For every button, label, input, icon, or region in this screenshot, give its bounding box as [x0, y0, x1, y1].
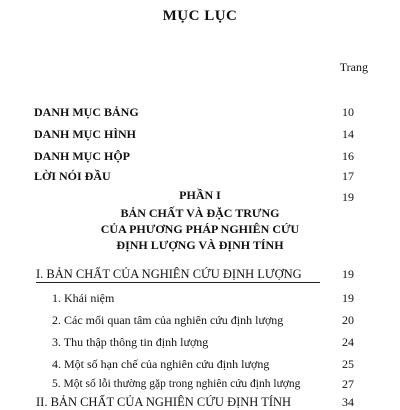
toc-item-1[interactable] [52, 290, 362, 306]
toc-section-label: II. BẢN CHẤT CỦA NGHIÊN CỨU ĐỊNH TÍNH [36, 395, 292, 409]
part-title-line-1: BẢN CHẤT VÀ ĐẶC TRƯNG [120, 206, 280, 220]
toc-item-page: 20 [342, 313, 354, 327]
toc-entry-page: 10 [342, 105, 354, 119]
toc-section-label: I. BẢN CHẤT CỦA NGHIÊN CỨU ĐỊNH LƯỢNG [36, 267, 302, 281]
toc-entry-danh-muc-hinh[interactable] [34, 126, 364, 142]
toc-entry-label: DANH MỤC BẢNG [34, 105, 139, 119]
section-underline [36, 282, 320, 283]
toc-entry-page: 14 [342, 127, 354, 141]
toc-item-label: 4. Một số hạn chế của nghiên cứu định lượng [52, 357, 270, 371]
toc-item-4[interactable] [52, 356, 362, 372]
page-column-header: Trang [339, 60, 368, 74]
toc-item-page: 25 [342, 357, 354, 371]
toc-section-page: 34 [342, 395, 354, 409]
part-number: PHẦN I [179, 188, 221, 202]
toc-entry-label: DANH MỤC HỘP [34, 149, 130, 163]
part-page: 19 [342, 190, 354, 204]
toc-item-5[interactable] [52, 376, 362, 392]
page-title: MỤC LỤC [162, 8, 238, 24]
toc-item-page: 24 [342, 335, 354, 349]
toc-item-label: 5. Một số lỗi thường gặp trong nghiên cứu định lượng [52, 378, 301, 390]
part-title-line-2: CỦA PHƯƠNG PHÁP NGHIÊN CỨU [100, 222, 300, 236]
toc-item-page: 19 [342, 291, 354, 305]
toc-item-2[interactable] [52, 312, 362, 328]
toc-item-label: 1. Khái niệm [52, 291, 115, 305]
toc-item-3[interactable] [52, 334, 362, 350]
toc-entry-loi-noi-dau[interactable] [34, 168, 364, 184]
toc-section-page: 19 [342, 267, 354, 281]
toc-section-2[interactable] [36, 394, 366, 410]
toc-entry-label: DANH MỤC HÌNH [34, 127, 136, 141]
toc-entry-label: LỜI NÓI ĐẦU [34, 169, 111, 183]
part-title-line-3: ĐỊNH LƯỢNG VÀ ĐỊNH TÍNH [116, 238, 284, 252]
toc-item-label: 3. Thu thập thông tin định lượng [52, 335, 209, 349]
toc-entry-page: 17 [342, 169, 354, 183]
toc-entry-page: 16 [342, 149, 354, 163]
toc-entry-danh-muc-hop[interactable] [34, 148, 364, 164]
toc-section-1[interactable] [36, 266, 366, 282]
toc-entry-danh-muc-bang[interactable] [34, 104, 364, 120]
toc-item-label: 2. Các mối quan tâm của nghiên cứu định lượng [52, 313, 284, 327]
toc-item-page: 27 [342, 377, 354, 391]
